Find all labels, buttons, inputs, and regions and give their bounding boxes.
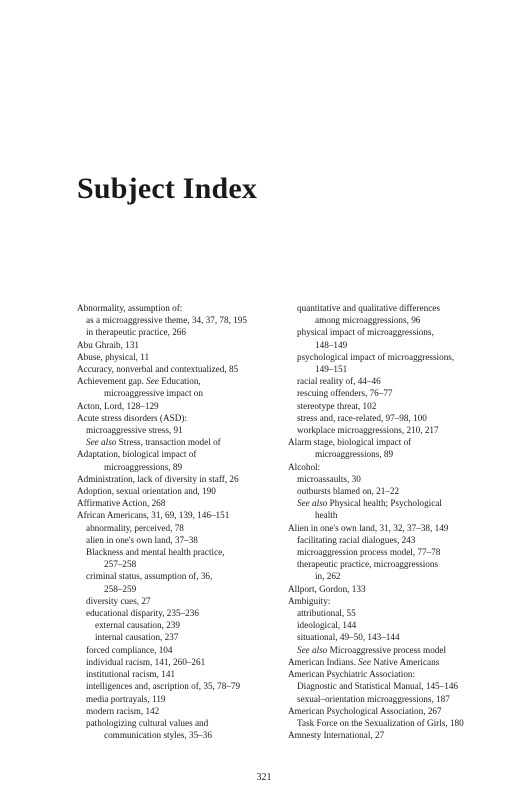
index-entry-text: Affirmative Action, 268 [77, 498, 166, 509]
cross-reference-marker: See also [297, 498, 328, 509]
index-column-right [288, 302, 488, 741]
index-entry [77, 680, 289, 692]
index-entry [77, 644, 289, 656]
index-entry-text: situational, 49–50, 143–144 [297, 632, 400, 643]
index-entry-text: educational disparity, 235–236 [86, 608, 199, 619]
index-entry-text: microaggressions, 89 [104, 461, 183, 472]
index-entry-text: ideological, 144 [297, 620, 357, 631]
index-entry [288, 375, 488, 387]
index-entry [77, 339, 289, 351]
index-entry [288, 656, 488, 668]
index-entry-text: sexual–orientation microaggressions, 187 [297, 693, 450, 704]
index-entry [77, 302, 289, 314]
index-entry [77, 558, 289, 570]
index-entry-text: microassaults, 30 [297, 473, 361, 484]
index-entry [77, 509, 289, 521]
index-entry-text: African Americans, 31, 69, 139, 146–151 [77, 510, 230, 521]
index-entry-text: Administration, lack of diversity in staff, 26 [77, 473, 239, 484]
index-entry [77, 314, 289, 326]
index-entry [288, 534, 488, 546]
index-entry [288, 680, 488, 692]
index-entry [77, 522, 289, 534]
index-entry [288, 448, 488, 460]
index-entry-text: Abuse, physical, 11 [77, 351, 150, 362]
cross-reference-marker: See [358, 656, 371, 667]
cross-reference-target: Stress, transaction model of [116, 437, 221, 448]
index-entry [77, 326, 289, 338]
index-entry [77, 412, 289, 424]
index-entry-text: American Psychiatric Association: [288, 669, 416, 680]
index-entry-text: microaggression process model, 77–78 [297, 547, 441, 558]
index-entry [77, 668, 289, 680]
index-entry-text: rescuing offenders, 76–77 [297, 388, 393, 399]
index-entry [288, 412, 488, 424]
index-entry [288, 668, 488, 680]
index-entry-text: quantitative and qualitative differences [297, 303, 440, 313]
cross-reference-target: Education, [158, 376, 201, 387]
index-entry-text: forced compliance, 104 [86, 644, 173, 655]
index-entry-text: individual racism, 141, 260–261 [86, 656, 206, 667]
index-column-left [77, 302, 289, 741]
index-entry-text: American Indians. [288, 656, 359, 667]
index-entry [77, 595, 289, 607]
index-entry [288, 436, 488, 448]
index-entry-text: stress and, race-related, 97–98, 100 [297, 412, 427, 423]
index-entry [77, 461, 289, 473]
index-entry-text: among microaggressions, 96 [315, 315, 421, 326]
index-entry-text: Adaptation, biological impact of [77, 449, 197, 460]
index-entry [288, 570, 488, 582]
index-entry [288, 509, 488, 521]
index-entry-text: health [315, 510, 338, 521]
index-entry [77, 570, 289, 582]
index-entry [288, 461, 488, 473]
index-entry-text: internal causation, 237 [95, 632, 179, 643]
index-entry [77, 729, 289, 741]
index-entry-text: media portrayals, 119 [86, 693, 166, 704]
index-entry-text: Acton, Lord, 128–129 [77, 400, 159, 411]
index-entry-text: racial reality of, 44–46 [297, 376, 381, 387]
index-entry-text: diversity cues, 27 [86, 595, 151, 606]
index-entry [77, 400, 289, 412]
index-entry-text: pathologizing cultural values and [86, 717, 209, 728]
index-entry-text: Allport, Gordon, 133 [288, 583, 366, 594]
index-entry [288, 595, 488, 607]
index-entry-text: 257–258 [104, 559, 137, 570]
index-entry [288, 473, 488, 485]
index-entry-text: psychological impact of microaggressions, [297, 351, 455, 362]
index-entry-text: in, 262 [315, 571, 341, 582]
cross-reference-marker: See [146, 376, 159, 387]
index-entry-text: institutional racism, 141 [86, 669, 176, 680]
index-entry-text: Blackness and mental health practice, [86, 547, 225, 558]
index-entry-text: attributional, 55 [297, 608, 356, 619]
index-entry [288, 302, 488, 314]
index-entry [288, 705, 488, 717]
index-entry-text: communication styles, 35–36 [104, 730, 212, 741]
index-entry-text: outbursts blamed on, 21–22 [297, 486, 400, 497]
index-entry [288, 387, 488, 399]
index-entry-text: stereotype threat, 102 [297, 400, 377, 411]
index-entry-text: Diagnostic and Statistical Manual, 145–146 [297, 681, 459, 692]
index-entry [288, 326, 488, 338]
index-entry [77, 717, 289, 729]
index-entry [77, 351, 289, 363]
index-entry [77, 583, 289, 595]
index-entry [77, 705, 289, 717]
index-entry-text: Alarm stage, biological impact of [288, 437, 412, 448]
index-entry [77, 619, 289, 631]
index-entry-text: Adoption, sexual orientation and, 190 [77, 486, 216, 497]
index-entry-text: Abu Ghraib, 131 [77, 339, 140, 350]
index-entry-text: abnormality, perceived, 78 [86, 522, 184, 533]
index-entry [77, 387, 289, 399]
index-entry-text: in therapeutic practice, 266 [86, 327, 186, 338]
index-entry [77, 607, 289, 619]
index-entry [288, 424, 488, 436]
index-entry [77, 363, 289, 375]
index-entry [288, 522, 488, 534]
index-entry [288, 339, 488, 351]
index-entry-text: 149–151 [315, 364, 348, 375]
index-entry-text: modern racism, 142 [86, 705, 160, 716]
index-entry [77, 473, 289, 485]
index-entry [77, 534, 289, 546]
index-entry-text: facilitating racial dialogues, 243 [297, 534, 416, 545]
cross-reference-target: Native Americans [370, 656, 440, 667]
index-entry [77, 424, 289, 436]
index-entry-text: Alien in one's own land, 31, 32, 37–38, 149 [288, 522, 449, 533]
index-entry [288, 729, 488, 741]
index-entry-text: alien in one's own land, 37–38 [86, 534, 198, 545]
index-entry-text: Amnesty International, 27 [288, 730, 385, 741]
index-entry-text: Alcohol: [288, 461, 321, 472]
index-entry [288, 583, 488, 595]
index-entry-text: therapeutic practice, microaggressions [297, 559, 439, 570]
index-entry-text: microaggressive stress, 91 [86, 425, 183, 436]
index-entry [288, 607, 488, 619]
index-entry [288, 314, 488, 326]
index-entry-text: external causation, 239 [95, 620, 180, 631]
index-entry [77, 631, 289, 643]
index-entry [288, 693, 488, 705]
index-entry [288, 644, 488, 656]
index-entry-text: Achievement gap. [77, 376, 147, 387]
index-entry-text: Ambiguity: [288, 595, 331, 606]
index-entry [288, 558, 488, 570]
index-entry-text: Abnormality, assumption of: [77, 303, 183, 313]
page-title: Subject Index [77, 172, 258, 205]
cross-reference-target: Microaggressive process model [327, 644, 447, 655]
index-entry-text: criminal status, assumption of, 36, [86, 571, 213, 582]
index-entry [77, 656, 289, 668]
index-entry [77, 485, 289, 497]
index-entry-text: 148–149 [315, 339, 348, 350]
index-entry [77, 375, 289, 387]
index-entry [288, 351, 488, 363]
index-entry [288, 546, 488, 558]
index-entry [288, 631, 488, 643]
page-number: 321 [256, 772, 272, 783]
index-entry [77, 546, 289, 558]
index-entry [288, 363, 488, 375]
index-entry-text: microaggressive impact on [104, 388, 203, 399]
index-entry-text: physical impact of microaggressions, [297, 327, 434, 338]
index-entry-text: American Psychological Association, 267 [288, 705, 442, 716]
index-entry-text: Accuracy, nonverbal and contextualized, 85 [77, 364, 239, 375]
index-entry [288, 485, 488, 497]
index-entry-text: workplace microaggressions, 210, 217 [297, 425, 439, 436]
cross-reference-marker: See also [297, 644, 328, 655]
index-entry [77, 436, 289, 448]
index-entry [288, 400, 488, 412]
index-entry [77, 448, 289, 460]
index-entry-text: 258–259 [104, 583, 137, 594]
cross-reference-marker: See also [86, 437, 117, 448]
cross-reference-target: Physical health; Psychological [327, 498, 442, 509]
index-entry [288, 717, 488, 729]
index-entry-text: Task Force on the Sexualization of Girls, 180 [297, 717, 464, 728]
index-entry [77, 497, 289, 509]
index-entry-text: microaggressions, 89 [315, 449, 394, 460]
index-entry [288, 619, 488, 631]
index-entry-text: intelligences and, ascription of, 35, 78–79 [86, 681, 241, 692]
index-entry [288, 497, 488, 509]
index-entry-text: as a microaggressive theme, 34, 37, 78, 195 [86, 315, 247, 326]
index-entry-text: Acute stress disorders (ASD): [77, 412, 187, 423]
index-entry [77, 693, 289, 705]
